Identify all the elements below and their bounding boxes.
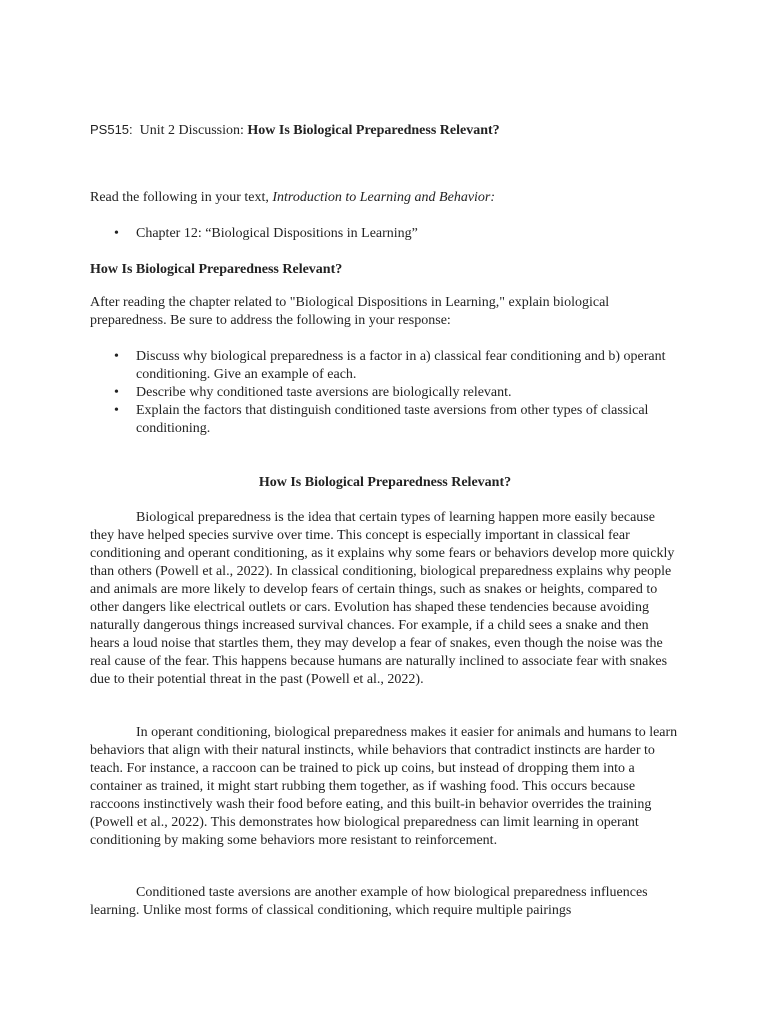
list-item [90,384,680,402]
bullet-icon: • [114,349,119,364]
reading-intro: Read the following in your text, [90,190,269,205]
course-header [90,121,500,140]
essay-title: How Is Biological Preparedness Relevant? [258,475,512,490]
bullet-icon: • [114,226,119,241]
book-title: Introduction to Learning and Behavior: [272,190,496,205]
list-item [90,348,680,384]
chapter-text: Chapter 12: “Biological Dispositions in Learning” [136,226,418,241]
task-text: Describe why conditioned taste aversions are biologically relevant. [136,385,512,400]
prompt-paragraph: After reading the chapter related to "Biological Dispositions in Learning," explain biological preparedness. Be sure to address the following in your response: [90,295,610,328]
course-code: PS515: [90,122,133,137]
essay-paragraph: Conditioned taste aversions are another example of how biological preparedness influences learning. Unlike most forms of classical conditioning, which require multiple pairings [90,885,648,918]
reading-instruction [90,189,495,207]
bullet-icon: • [114,385,119,400]
discussion-title: How Is Biological Preparedness Relevant? [247,123,500,138]
essay-paragraph: Biological preparedness is the idea that certain types of learning happen more easily because they have helped species survive over time. This concept is especially important in classical fear conditioning and operant conditioning, as it explains why some fears or behaviors develop more quickly than others (Powell et al., 2022). In classical conditioning, biological preparedness explains why people and animals are more likely to develop fears of certain things, such as snakes or heights, compared to other dangers like electrical outlets or cars. Evolution has shaped these tendencies because avoiding naturally dangerous things increased survival chances. For example, if a child sees a snake and then hears a loud noise that startles them, they may develop a fear of snakes, even though the noise was the real cause of the fear. This happens because humans are naturally inclined to associate fear with snakes due to their potential threat in the past (Powell et al., 2022). [90,510,675,687]
task-text: Explain the factors that distinguish conditioned taste aversions from other types of classical conditioning. [136,403,649,436]
task-list [90,348,680,438]
list-item [90,225,418,243]
list-item [90,402,680,438]
unit-label: Unit 2 Discussion: [139,123,244,138]
bullet-icon: • [114,403,119,418]
chapter-list [90,225,418,243]
essay-paragraph: In operant conditioning, biological preparedness makes it easier for animals and humans to learn behaviors that align with their natural instincts, while behaviors that contradict instincts are harder to teach. For instance, a raccoon can be trained to pick up coins, but instead of dropping them into a container as trained, it might start rubbing them together, as if washing food. This occurs because raccoons instinctively wash their food before eating, and this built-in behavior overrides the training (Powell et al., 2022). This demonstrates how biological preparedness can limit learning in operant conditioning by making some behaviors more resistant to reinforcement. [90,725,678,848]
prompt-heading: How Is Biological Preparedness Relevant? [90,262,343,277]
task-text: Discuss why biological preparedness is a factor in a) classical fear conditioning and b) operant conditioning. Give an example of each. [136,349,666,382]
